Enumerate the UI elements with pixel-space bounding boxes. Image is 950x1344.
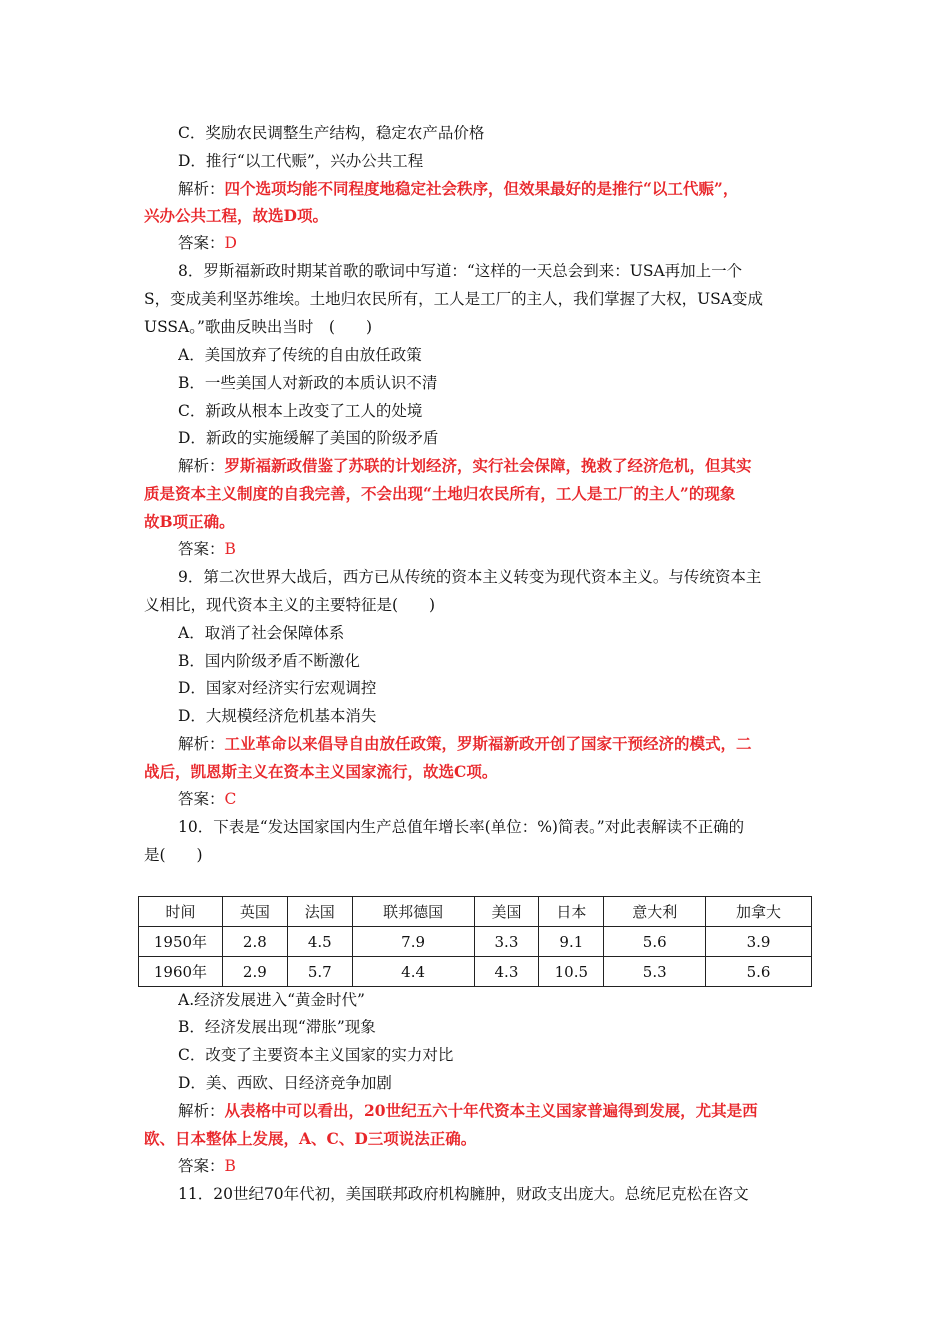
table-cell: 10.5 bbox=[539, 957, 604, 987]
table-header-cell: 英国 bbox=[222, 897, 287, 927]
table-header-cell: 美国 bbox=[474, 897, 539, 927]
table-cell: 3.3 bbox=[474, 927, 539, 957]
q7-analysis-text-1: 四个选项均能不同程度地稳定社会秩序，但效果最好的是推行“以工代赈”， bbox=[224, 179, 739, 198]
table-row bbox=[139, 927, 812, 957]
q8-analysis-text-1: 罗斯福新政借鉴了苏联的计划经济，实行社会保障，挽救了经济危机，但其实 bbox=[224, 456, 752, 475]
table-cell: 2.9 bbox=[222, 957, 287, 987]
q8-stem-line-3: USSA。”歌曲反映出当时 ( ) bbox=[144, 318, 372, 336]
q8-analysis-line-1 bbox=[178, 456, 809, 476]
q9-analysis-line-2: 战后，凯恩斯主义在资本主义国家流行，故选C项。 bbox=[144, 762, 498, 781]
table-cell: 5.7 bbox=[287, 957, 352, 987]
q9-option-c: D．国家对经济实行宏观调控 bbox=[178, 679, 377, 697]
q9-analysis-line-1 bbox=[178, 734, 809, 754]
table-cell: 4.4 bbox=[352, 957, 474, 987]
q8-stem-line-2: S，变成美利坚苏维埃。土地归农民所有，工人是工厂的主人，我们掌握了大权，USA变成 bbox=[144, 290, 763, 308]
table-cell: 7.9 bbox=[352, 927, 474, 957]
q8-option-a: A．美国放弃了传统的自由放任政策 bbox=[178, 346, 422, 364]
table-cell: 5.6 bbox=[706, 957, 812, 987]
q10-stem-line-1: 10．下表是“发达国家国内生产总值年增长率(单位：%)简表。”对此表解读不正确的 bbox=[178, 818, 745, 836]
q7-option-d: D．推行“以工代赈”，兴办公共工程 bbox=[178, 152, 424, 170]
q8-option-d: D．新政的实施缓解了美国的阶级矛盾 bbox=[178, 429, 439, 447]
table-cell: 3.9 bbox=[706, 927, 812, 957]
table-header-cell: 法国 bbox=[287, 897, 352, 927]
q10-analysis-label: 解析： bbox=[178, 1102, 225, 1120]
q10-analysis-line-2: 欧、日本整体上发展，A、C、D三项说法正确。 bbox=[144, 1129, 477, 1148]
q10-analysis-text-1: 从表格中可以看出，20世纪五六十年代资本主义国家普遍得到发展，尤其是西 bbox=[224, 1101, 758, 1120]
q10-option-b: B．经济发展出现“滞胀”现象 bbox=[178, 1018, 376, 1036]
q9-answer-label: 答案： bbox=[178, 790, 225, 808]
q8-answer-value: B bbox=[224, 540, 236, 558]
table-cell: 2.8 bbox=[222, 927, 287, 957]
gdp-growth-table bbox=[138, 896, 812, 987]
q10-answer-value: B bbox=[224, 1157, 236, 1175]
q9-answer bbox=[178, 789, 809, 809]
q9-option-b: B．国内阶级矛盾不断激化 bbox=[178, 652, 360, 670]
table-header-cell: 联邦德国 bbox=[352, 897, 474, 927]
q7-answer bbox=[178, 233, 809, 253]
table-row bbox=[139, 957, 812, 987]
q10-option-c: C．改变了主要资本主义国家的实力对比 bbox=[178, 1046, 454, 1064]
q11-stem-line-1: 11．20世纪70年代初，美国联邦政府机构臃肿，财政支出庞大。总统尼克松在咨文 bbox=[178, 1185, 749, 1203]
q10-option-a: A.经济发展进入“黄金时代” bbox=[178, 991, 365, 1009]
q8-analysis-line-3: 故B项正确。 bbox=[144, 512, 235, 531]
q7-option-c: C．奖励农民调整生产结构，稳定农产品价格 bbox=[178, 124, 485, 142]
table-header-cell: 日本 bbox=[539, 897, 604, 927]
q8-analysis-label: 解析： bbox=[178, 457, 225, 475]
q8-analysis-line-2: 质是资本主义制度的自我完善，不会出现“土地归农民所有，工人是工厂的主人”的现象 bbox=[144, 484, 736, 503]
table-header-cell: 加拿大 bbox=[706, 897, 812, 927]
table-cell: 1950年 bbox=[139, 927, 223, 957]
q8-answer-label: 答案： bbox=[178, 540, 225, 558]
q7-analysis-line-1 bbox=[178, 179, 809, 199]
q7-answer-label: 答案： bbox=[178, 234, 225, 252]
q7-analysis-line-2: 兴办公共工程，故选D项。 bbox=[144, 206, 328, 225]
q9-analysis-label: 解析： bbox=[178, 735, 225, 753]
q7-answer-value: D bbox=[224, 234, 237, 252]
q9-stem-line-1: 9．第二次世界大战后，西方已从传统的资本主义转变为现代资本主义。与传统资本主 bbox=[178, 568, 762, 586]
q10-option-d: D．美、西欧、日经济竞争加剧 bbox=[178, 1074, 392, 1092]
q9-stem-line-2: 义相比，现代资本主义的主要特征是( ) bbox=[144, 596, 436, 614]
q9-answer-value: C bbox=[224, 790, 237, 808]
q10-analysis-line-1 bbox=[178, 1101, 809, 1121]
q8-answer bbox=[178, 539, 809, 559]
table-header-cell: 时间 bbox=[139, 897, 223, 927]
q8-stem-line-1: 8．罗斯福新政时期某首歌的歌词中写道：“这样的一天总会到来：USA再加上一个 bbox=[178, 262, 743, 280]
q8-option-b: B．一些美国人对新政的本质认识不清 bbox=[178, 374, 438, 392]
q7-analysis-label: 解析： bbox=[178, 180, 225, 198]
table-cell: 9.1 bbox=[539, 927, 604, 957]
table-cell: 1960年 bbox=[139, 957, 223, 987]
table-cell: 5.6 bbox=[604, 927, 706, 957]
table-cell: 4.3 bbox=[474, 957, 539, 987]
q10-answer bbox=[178, 1156, 809, 1176]
q9-analysis-text-1: 工业革命以来倡导自由放任政策，罗斯福新政开创了国家干预经济的模式，二 bbox=[224, 734, 752, 753]
q9-option-a: A．取消了社会保障体系 bbox=[178, 624, 345, 642]
table-header-row bbox=[139, 897, 812, 927]
q10-answer-label: 答案： bbox=[178, 1157, 225, 1175]
q9-option-d: D．大规模经济危机基本消失 bbox=[178, 707, 377, 725]
table-cell: 5.3 bbox=[604, 957, 706, 987]
q10-stem-line-2: 是( ) bbox=[144, 846, 203, 864]
q8-option-c: C．新政从根本上改变了工人的处境 bbox=[178, 402, 423, 420]
table-cell: 4.5 bbox=[287, 927, 352, 957]
table-header-cell: 意大利 bbox=[604, 897, 706, 927]
